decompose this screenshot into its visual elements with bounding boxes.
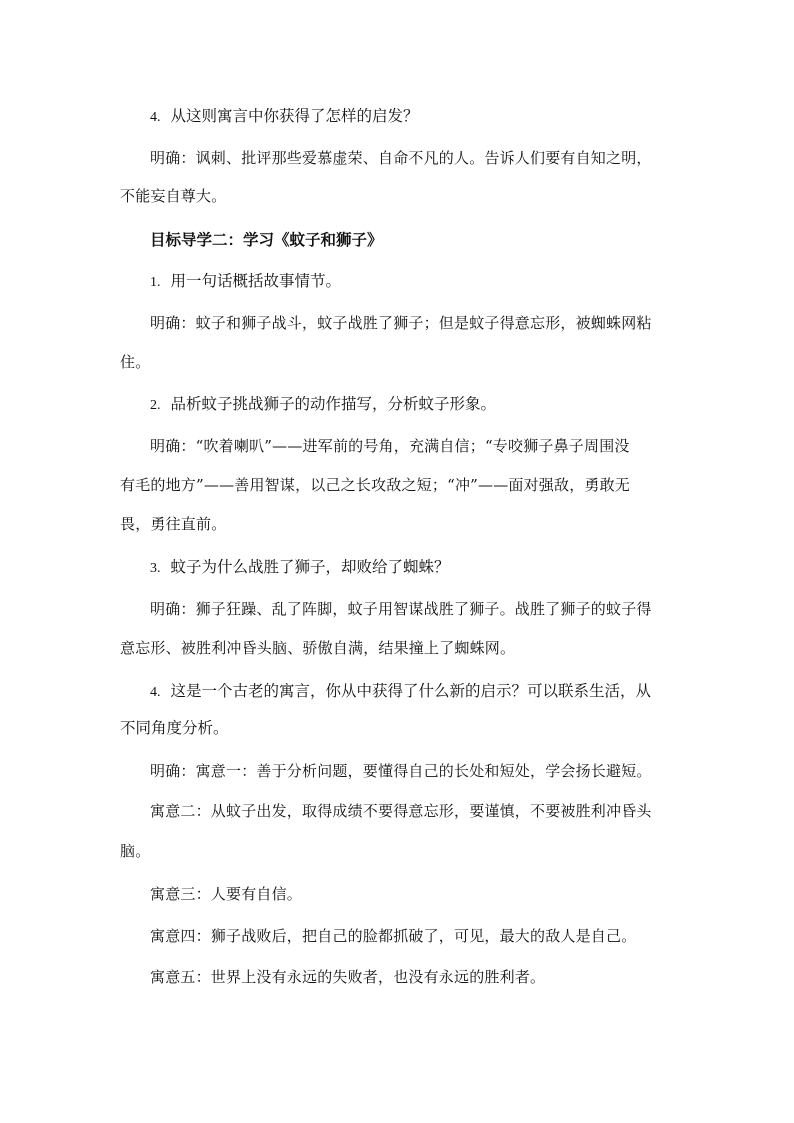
answer-text: 畏，勇往直前。: [120, 515, 227, 533]
question-number: 3.: [150, 561, 161, 576]
answer-text: 明确：“吹着喇叭”——进军前的号角，充满自信；“专咬狮子鼻子周围没: [150, 437, 630, 455]
question-text: 从这则寓言中你获得了怎样的启发？: [170, 107, 419, 125]
moral-2: 寓意二：从蚊子出发，取得成绩不要得意忘形，要谨慎，不要被胜利冲昏头: [150, 802, 652, 820]
answer-text: 明确：蚊子和狮子战斗，蚊子战胜了狮子；但是蚊子得意忘形，被蜘蛛网粘: [150, 314, 652, 332]
question-text: 品析蚊子挑战狮子的动作描写，分析蚊子形象。: [170, 395, 497, 413]
answer-text: 意忘形、被胜利冲昏头脑、骄傲自满，结果撞上了蜘蛛网。: [120, 639, 516, 657]
question-1: [150, 271, 680, 293]
question-4: [150, 106, 680, 128]
answer-text: 有毛的地方”——善用智谋，以己之长攻敌之短；“冲”——面对强敌，勇敢无: [120, 476, 631, 494]
answer-text: 明确：狮子狂躁、乱了阵脚，蚊子用智谋战胜了狮子。战胜了狮子的蚊子得: [150, 600, 652, 618]
answer-text: 住。: [120, 353, 151, 371]
question-text: 不同角度分析。: [120, 719, 229, 737]
question-number: 4.: [150, 685, 161, 700]
question-text: 用一句话概括故事情节。: [170, 272, 342, 290]
moral-5: 寓意五：世界上没有永远的失败者，也没有永远的胜利者。: [150, 968, 546, 986]
question-text: 蚊子为什么战胜了狮子，却败给了蜘蛛？: [170, 558, 450, 576]
moral-3: 寓意三：人要有自信。: [150, 885, 303, 903]
question-3: [150, 557, 680, 579]
question-number: 2.: [150, 398, 161, 413]
section-heading: 目标导学二：学习《蚊子和狮子》: [150, 231, 383, 249]
question-4b: [150, 681, 680, 703]
answer-text: 明确：讽刺、批评那些爱慕虚荣、自命不凡的人。告诉人们要有自知之明，: [150, 149, 652, 167]
moral-4: 寓意四：狮子战败后，把自己的脸都抓破了，可见，最大的敌人是自己。: [150, 927, 637, 945]
question-number: 1.: [150, 275, 161, 290]
moral-1: 明确：寓意一：善于分析问题，要懂得自己的长处和短处，学会扬长避短。: [150, 762, 652, 780]
answer-text: 不能妄自尊大。: [120, 187, 227, 205]
question-2: [150, 394, 680, 416]
moral-2-cont: 脑。: [120, 842, 151, 860]
question-number: 4.: [150, 110, 161, 125]
question-text: 这是一个古老的寓言，你从中获得了什么新的启示？可以联系生活，从: [170, 682, 652, 700]
